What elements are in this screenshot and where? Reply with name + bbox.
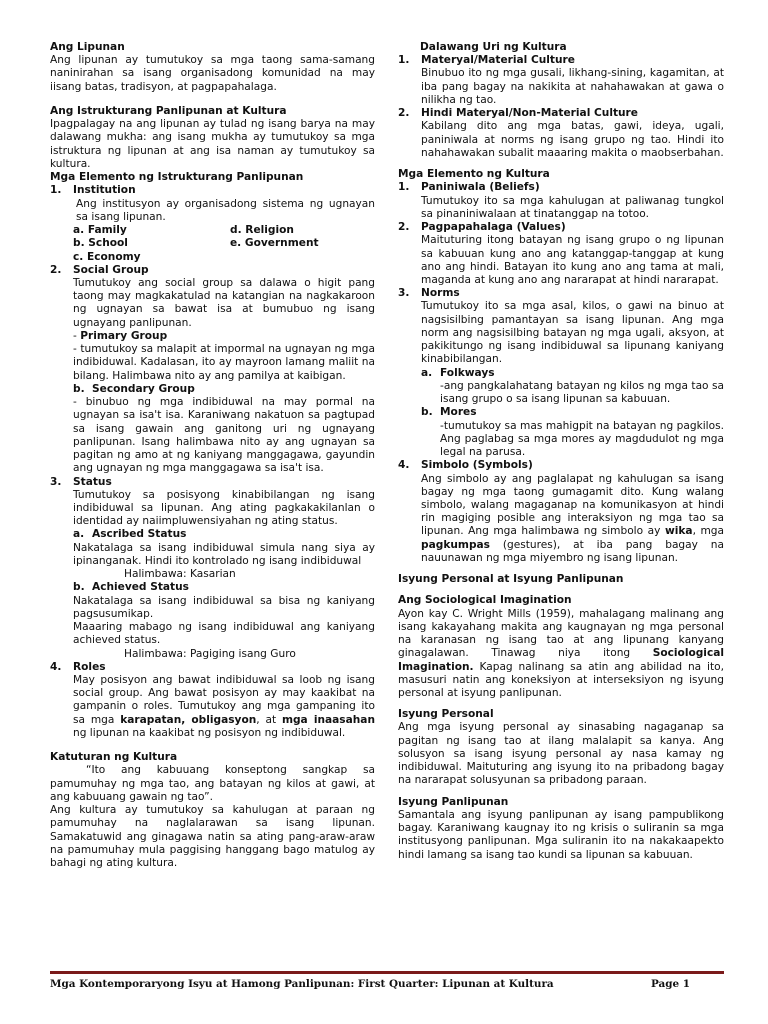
section-title-isyu: Isyung Personal at Isyung Panlipunan (398, 573, 624, 586)
paragraph-institution: Ang institusyon ay organisadong sistema ng ugnayan sa isang lipunan. (76, 197, 375, 223)
paragraph-panlipunan: Samantala ang isyung panlipunan ay isang pampublikong bagay. Karaniwang kaugnay ito ng krisis o suliranin sa mga institusyong panlipunan. Mga suliranin ito na nakakaapekto hindi lamang sa isang tao kundi sa lipunan sa kabuuan. (398, 808, 724, 861)
paragraph-achieved-status-2: Maaaring mabago ng isang indibiduwal ang kaniyang achieved status. (73, 621, 375, 647)
example-ascribed: Halimbawa: Kasarian (124, 568, 236, 581)
list-item-social-group: 2. Social Group (50, 263, 149, 276)
paragraph-sociological: Ayon kay C. Wright Mills (1959), mahalagang malinang ang isang kakayahang makita ang kaugnayan ng mga personal na karanasan ng isang tao at ang lipunang kanyang ginagalawan. Tinawag niya itong Sociological Imagination. Kapag nalinang sa atin ang abilidad na ito, masusuri natin ang koneksiyon at interseksiyon ng isyung personal at isyung panlipunan. (398, 607, 724, 700)
list-item-status: 3. Status (50, 475, 112, 488)
subheading-secondary-group: b. Secondary Group (73, 382, 195, 395)
institution-types-list: a. Family d. Religion b. School e. Government c. Economy (73, 224, 319, 263)
paragraph-roles: May posisyon ang bawat indibiduwal sa loob ng isang social group. Ang bawat posisyon ay may kaakibat na gampanin o roles. Tumutukoy ang mga gampaning ito sa mga karapatan, obligasyon, at mga inaasahan ng lipunan na kaakibat ng posisyon ng indibiduwal. (73, 674, 375, 739)
paragraph-secondary-group: - binubuo ng mga indibiduwal na may pormal na ugnayan sa isa't isa. Karaniwang nakatuon sa pagtupad sa isang gawain ang ganitong uri ng ugnayang panlipunan. Isang halimbawa nito ay ang ugnayan sa pagitan ng amo at ng kaniyang manggagawa, gayundin ang ugnayan ng mga manggagawa sa isa't isa. (73, 396, 375, 475)
footer-divider (50, 971, 724, 974)
section-title-personal: Isyung Personal (398, 708, 494, 721)
paragraph-materyal: Binubuo ito ng mga gusali, likhang-sining, kagamitan, at iba pang bagay na nakikita at nahahawakan at gawa o nilikha ng tao. (421, 67, 724, 106)
paragraph-personal: Ang mga isyung personal ay sinasabing nagaganap sa pagitan ng isang tao at ilang malalapit sa kanya. Ang solusyon sa isang isyung personal ay nasa kamay ng indibiduwal. Maituturing ang isyung ito na pribadong bagay na nararapat solusyunan sa pribadong paraan. (398, 721, 724, 787)
subheading-achieved-status: b. Achieved Status (73, 581, 189, 594)
subheading-folkways: a. Folkways (421, 366, 495, 379)
list-item-materyal: 1. Materyal/Material Culture (398, 54, 575, 67)
section-title-panlipunan: Isyung Panlipunan (398, 795, 509, 808)
paragraph-values: Maituturing itong batayan ng isang grupo o ng lipunan sa kabuuan kung ano ang katanggap-tanggap at kung ano ang hindi. Batayan ito kung ano ang tama at mali, maganda at kung ano ang nararapat at hindi nararapat. (421, 234, 724, 286)
list-item-simbolo: 4. Simbolo (Symbols) (398, 459, 533, 472)
paragraph-norms: Tumutukoy ito sa mga asal, kilos, o gawi na binuo at nagsisilbing pamantayan sa isang lipunan. Ang mga norm ang nagsisilbing batayan ng mga ugali, aksyon, at pakikitungo ng isang indibiduwal sa lipunang kaniyang kinabibilangan. (421, 300, 724, 366)
paragraph-ascribed-status: Nakatalaga sa isang indibiduwal simula nang siya ay ipinanganak. Hindi ito kontrolado ng isang indibiduwal (73, 541, 375, 567)
right-column (398, 41, 724, 862)
paragraph-beliefs: Tumutukoy ito sa mga kahulugan at paliwanag tungkol sa pinaniniwalaan at tinatanggap na totoo. (421, 194, 724, 220)
subheading-primary-group: - Primary Group (73, 329, 168, 342)
list-item-beliefs: 1. Paniniwala (Beliefs) (398, 181, 540, 194)
paragraph-folkways: -ang pangkalahatang batayan ng kilos ng mga tao sa isang grupo o sa isang lipunan sa kabuuan. (440, 379, 724, 406)
paragraph-status: Tumutukoy sa posisyong kinabibilangan ng isang indibiduwal sa lipunan. Ang ating pagkakakilanlan o identidad ay naiimpluwensiyahan ng ating status. (73, 488, 375, 528)
paragraph-mores: -tumutukoy sa mas mahigpit na batayan ng pagkilos. Ang paglabag sa mga mores ay magdudulot ng mga legal na parusa. (440, 419, 724, 459)
section-title-lipunan: Ang Lipunan (50, 41, 125, 53)
subheading-ascribed-status: a. Ascribed Status (73, 528, 187, 541)
paragraph-lipunan: Ang lipunan ay tumutukoy sa mga taong sama-samang naninirahan sa isang organisadong komunidad na may iisang batas, tradisyon, at pagpapahalaga. (50, 54, 375, 93)
left-column (50, 41, 375, 870)
section-title-istruktura: Ang Istrukturang Panlipunan at Kultura (50, 104, 287, 117)
paragraph-hindi-materyal: Kabilang dito ang mga batas, gawi, ideya, ugali, paniniwala at norms ng isang grupo ng tao. Hindi ito nahahawakan subalit maaaring makita o maobserbahan. (421, 120, 724, 159)
paragraph-social-group: Tumutukoy ang social group sa dalawa o higit pang taong may magkakatulad na katangian na nagkakaroon ng ugnayan sa bawat isa at bumubuo ng isang ugnayang panlipunan. (73, 276, 375, 329)
section-title-katuturan: Katuturan ng Kultura (50, 751, 178, 764)
page-footer (50, 978, 724, 991)
paragraph-primary-group: - tumutukoy sa malapit at impormal na ugnayan ng mga indibiduwal. Kadalasan, ito ay mayroon lamang maliit na bilang. Halimbawa nito ay ang pamilya at kaibigan. (73, 343, 375, 382)
list-item-roles: 4. Roles (50, 660, 106, 673)
example-achieved: Halimbawa: Pagiging isang Guro (124, 647, 296, 660)
subheading-mores: b. Mores (421, 406, 477, 419)
footer-title: Mga Kontemporaryong Isyu at Hamong Panlipunan: First Quarter: Lipunan at Kultura (50, 978, 554, 990)
quote-katuturan: “Ito ang kabuuang konseptong sangkap sa pamumuhay ng mga tao, ang batayan ng kilos at gawi, at ang kabuuang gawain ng tao”. (50, 764, 375, 803)
list-item-norms: 3. Norms (398, 287, 460, 300)
paragraph-istruktura: Ipagpalagay na ang lipunan ay tulad ng isang barya na may dalawang mukha: ang isang mukha ay tumutukoy sa mga istruktura ng lipunan at ang isa naman ay tumutukoy sa kultura. (50, 118, 375, 170)
section-title-elemento-kultura: Mga Elemento ng Kultura (398, 168, 550, 181)
paragraph-achieved-status: Nakatalaga sa isang indibiduwal sa bisa ng kaniyang pagsusumikap. (73, 594, 375, 620)
paragraph-simbolo: Ang simbolo ay ang paglalapat ng kahulugan sa isang bagay ng mga taong gumagamit dito. Kung walang simbolo, walang magaganap na komunikasyon at hindi rin magiging posible ang interaksiyon ng mga tao sa lipunan. Ang mga halimbawa ng simbolo ay wika, mga pagkumpas (gestures), at iba pang bagay na nauunawan ng mga miyembro ng isang lipunan. (421, 472, 724, 564)
section-title-uri: Dalawang Uri ng Kultura (420, 41, 567, 53)
list-item-hindi-materyal: 2. Hindi Materyal/Non-Material Culture (398, 107, 638, 120)
paragraph-katuturan: Ang kultura ay tumutukoy sa kahulugan at paraan ng pamumuhay na naglalarawan sa isang lipunan. Samakatuwid ang ginagawa natin sa ating pang-araw-araw na pamumuhay mula paggising hanggang bago matulog ay bahagi ng ating kultura. (50, 804, 375, 870)
list-item-values: 2. Pagpapahalaga (Values) (398, 221, 566, 234)
page-number: Page 1 (651, 978, 690, 990)
list-item-institution: 1. Institution (50, 184, 136, 197)
section-title-elemento: Mga Elemento ng Istrukturang Panlipunan (50, 171, 304, 184)
section-title-sociological: Ang Sociological Imagination (398, 594, 572, 607)
